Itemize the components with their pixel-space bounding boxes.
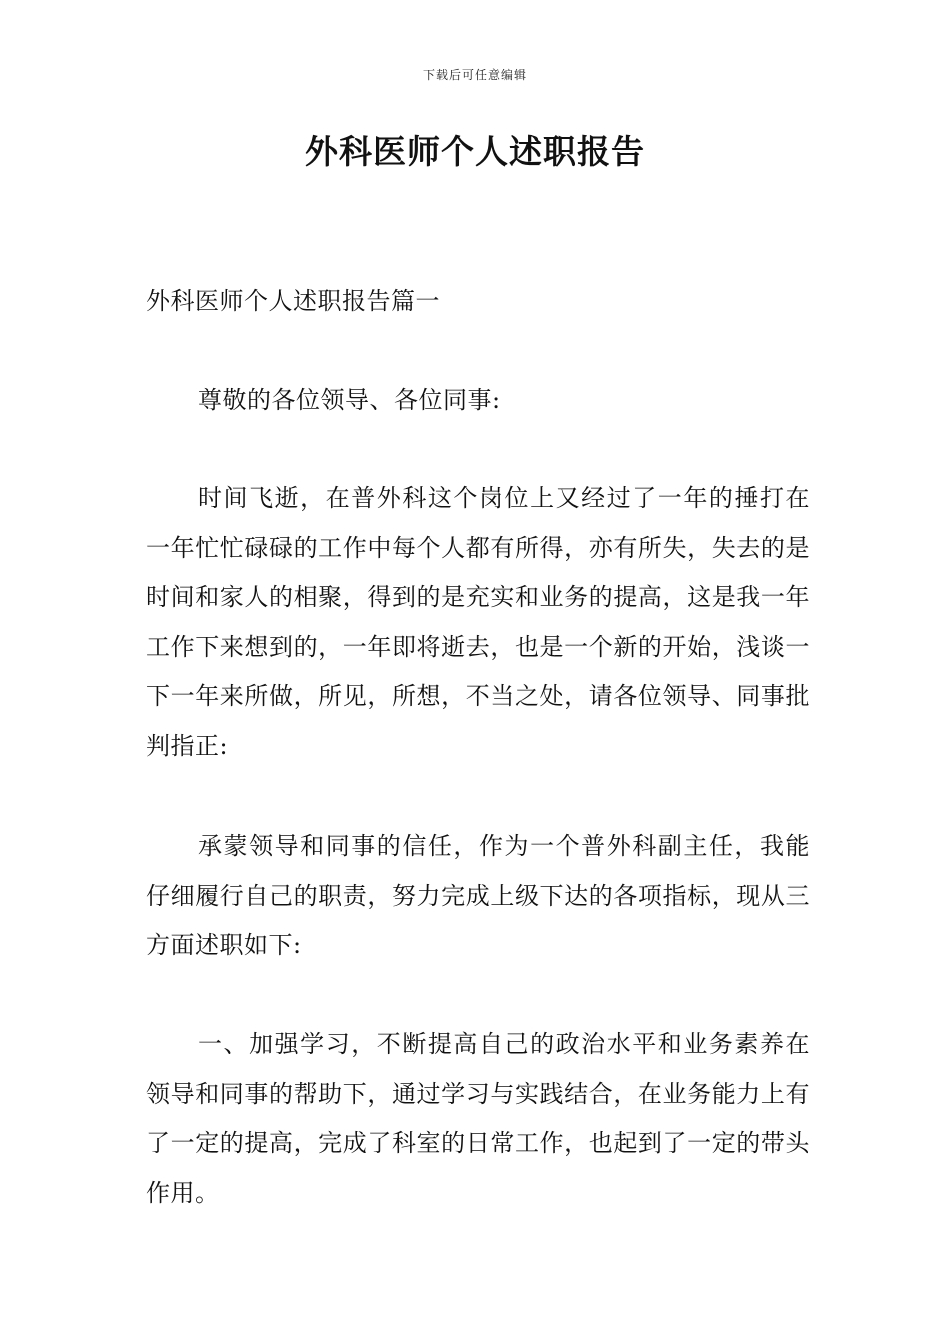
greeting-paragraph: 尊敬的各位领导、各位同事:	[198, 386, 501, 414]
header-note: 下载后可任意编辑	[422, 68, 527, 82]
body-paragraph: 时间飞逝，在普外科这个岗位上又经过了一年的捶打在一年忙忙碌碌的工作中每个人都有所得，亦有所失，失去的是时间和家人的相聚，得到的是充实和业务的提高，这是我一年工作下来想到的，一年即将逝去，也是一个新的开始，浅谈一下一年来所做，所见，所想，不当之处，请各位领导、同事批判指正:	[146, 484, 810, 760]
section-heading: 外科医师个人述职报告篇一	[146, 287, 440, 315]
body-paragraph: 一、加强学习，不断提高自己的政治水平和业务素养在领导和同事的帮助下，通过学习与实践结合，在业务能力上有了一定的提高，完成了科室的日常工作，也起到了一定的带头作用。	[146, 1030, 810, 1207]
body-paragraph: 承蒙领导和同事的信任，作为一个普外科副主任，我能仔细履行自己的职责，努力完成上级下达的各项指标，现从三方面述职如下:	[146, 832, 810, 959]
document-title: 外科医师个人述职报告	[305, 132, 645, 171]
